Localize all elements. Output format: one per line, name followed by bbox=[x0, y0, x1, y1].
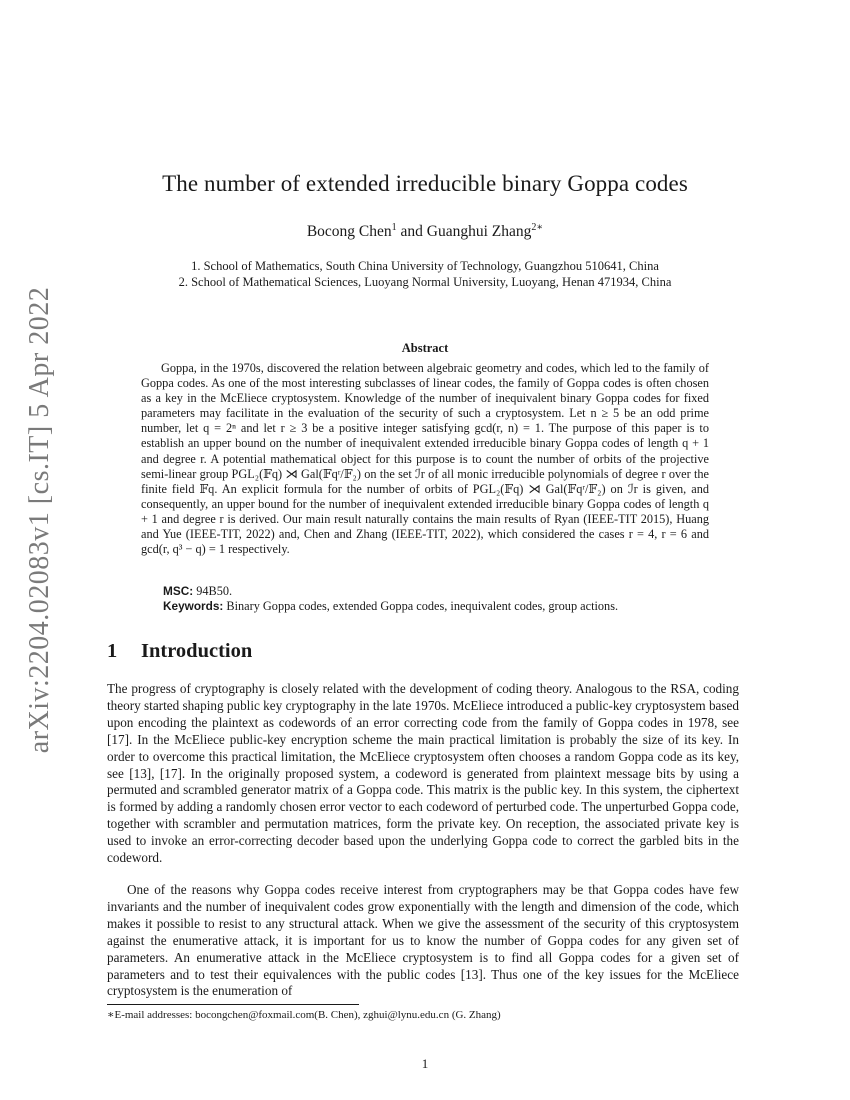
footnote: ∗E-mail addresses: bocongchen@foxmail.com(B. Chen), zghui@lynu.edu.cn (G. Zhang) bbox=[107, 1009, 501, 1021]
affiliation-mark: 2∗ bbox=[531, 222, 544, 233]
affiliation-mark: 1 bbox=[391, 222, 397, 233]
author-name: Guanghui Zhang bbox=[426, 223, 532, 241]
body-paragraph: One of the reasons why Goppa codes receive interest from cryptographers may be that Goppa codes have few invariants and the number of inequivalent codes grow exponentially with the length and dimension of the code, which makes it possible to resist to any structural attack. When we give the assessment of the security of this cryptosystem against the enumerative attack, it is important for us to know the number of Goppa codes for any given set of parameters. An enumerative attack in the McEliece cryptosystem is to find all Goppa codes for a given set of parameters and to test their equivalences with the public codes [13]. Thus one of the key issues for the McEliece cryptosystem is the enumeration of bbox=[107, 882, 739, 999]
abstract-heading: Abstract bbox=[401, 341, 449, 355]
affiliation-1: 1. School of Mathematics, South China University of Technology, Guangzhou 510641, China bbox=[191, 259, 659, 273]
abstract-body: Goppa, in the 1970s, discovered the relation between algebraic geometry and codes, which led to the family of Goppa codes. As one of the most interesting subclasses of linear codes, the family of Goppa codes is often chosen as a key in the McEliece cryptosystem. Knowledge of the number of inequivalent binary Goppa codes for fixed parameters may facilitate in the evaluation of the security of such a cryptosystem. Let n ≥ 5 be an odd prime number, let q = 2ⁿ and let r ≥ 3 be a positive integer satisfying gcd(r, n) = 1. The purpose of this paper is to establish an upper bound on the number of inequivalent extended irreducible binary Goppa codes of length q + 1 and degree r. A potential mathematical object for this purpose is to count the number of orbits of the projective semi-linear group PGL₂(𝔽q) ⋊ Gal(𝔽qʳ/𝔽₂) on the set ℐr of all monic irreducible polynomials of degree r over the finite field 𝔽q. An explicit formula for the number of orbits of PGL₂(𝔽q) ⋊ Gal(𝔽qʳ/𝔽₂) on ℐr is given, and consequently, an upper bound for the number of inequivalent extended irreducible binary Goppa codes of length q + 1 and degree r is derived. Our main result naturally contains the main results of Ryan (IEEE-TIT 2015), Huang and Yue (IEEE-TIT, 2022) and, Chen and Zhang (IEEE-TIT, 2022), which considered the cases r = 4, r = 6 and gcd(r, q³ − q) = 1 respectively. bbox=[141, 361, 709, 557]
arxiv-identifier: arXiv:2204.02083v1 [cs.IT] 5 Apr 2022 bbox=[24, 286, 55, 754]
author-name: Bocong Chen bbox=[306, 223, 392, 241]
msc-value: 94B50. bbox=[193, 584, 233, 598]
footnote-rule bbox=[107, 1004, 359, 1005]
author-joiner: and bbox=[396, 223, 427, 241]
author-line bbox=[0, 222, 850, 241]
page-number: 1 bbox=[421, 1056, 429, 1071]
body-paragraph: The progress of cryptography is closely related with the development of coding theory. Analogous to the RSA, coding theory started shaping public key cryptography in the late 1970s. McEliece introduced a public-key cryptosystem based upon encoding the plaintext as codewords of an error correcting code from the family of Goppa codes in 1978, see [17]. In the McEliece public-key encryption scheme the main practical limitation is probably the size of its key. In order to overcome this practical limitation, the McEliece cryptosystem often chooses a random Goppa code as its key, see [13], [17]. In the originally proposed system, a codeword is generated from plaintext message bits by using a permuted and scrambled generator matrix of a Goppa code. This matrix is the public key. In this system, the ciphertext is formed by adding a randomly chosen error vector to each codeword of perturbed code. The unperturbed Goppa code, together with scrambler and permutation matrices, form the private key. On reception, the associated private key is used to invoke an error-correcting decoder based upon the underlying Goppa code to correct the garbled bits in the codeword. bbox=[107, 681, 739, 866]
keywords-value: Binary Goppa codes, extended Goppa codes, inequivalent codes, group actions. bbox=[223, 599, 619, 613]
keywords-label: Keywords: bbox=[163, 599, 224, 613]
msc-line bbox=[163, 584, 232, 599]
affiliation-2: 2. School of Mathematical Sciences, Luoyang Normal University, Luoyang, Henan 471934, China bbox=[178, 275, 672, 289]
section-number: 1 bbox=[107, 640, 118, 662]
paper-title: The number of extended irreducible binary Goppa codes bbox=[162, 171, 688, 196]
section-heading bbox=[107, 640, 252, 663]
section-title: Introduction bbox=[141, 640, 253, 662]
msc-label: MSC: bbox=[163, 584, 194, 598]
keywords-line bbox=[163, 599, 618, 614]
